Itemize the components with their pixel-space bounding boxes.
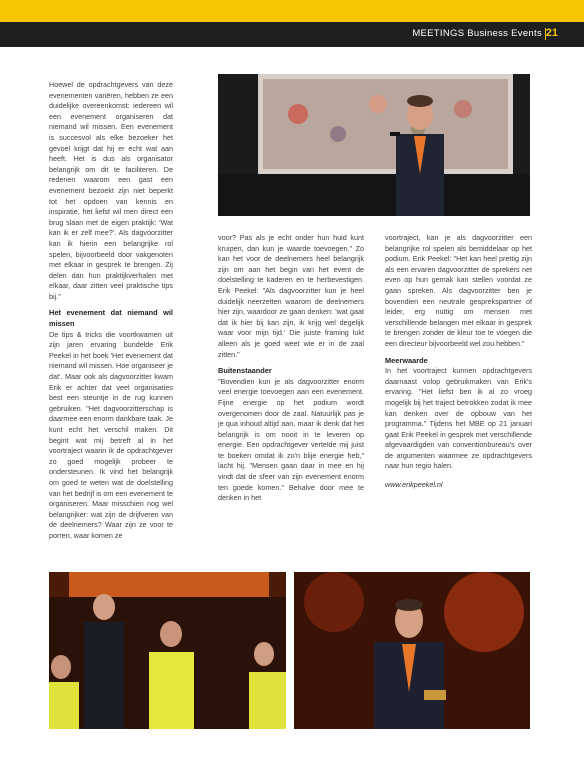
body-paragraph: voortraject, kan je als dagvoorzitter een belangrijke rol spelen als bemiddelaar op het podium. Erik Peekel: "Het kan heel prettig zijn als een ervaren dagvoorzitter de sprekers net even op hun gemak kan stellen voordat ze gaan spreken. Als dagvoorzitter ben je bovendien een neutrale gesprekspartner of leider, erg nuttig om mensen met verschillende belangen met elkaar in gesprek te brengen zonder de kleur toe te voegen die een directeur bijvoorbeeld wel zou hebben." <box>385 233 532 348</box>
page-number: 21 <box>545 27 558 39</box>
speaker-photo <box>218 74 530 216</box>
intro-paragraph: Hoewel de opdrachtgevers van deze evenementen variëren, hebben ze een duidelijke overeenkomst: iedereen wil een evenement organiseren dat niemand wil missen. Een evenement is succesvol als elke bezoeker het gevoel krijgt dat hij er echt wat aan heeft. Het is dus als organisator belangrijk om dit te faciliteren. De redenen waarom een gast een evenement bezoekt zijn niet beperkt tot het opdoen van kennis en inspiratie, het liefst wil men direct een brug slaan met de eigen praktijk: 'Wat kan ik er zelf mee?'. Als dagvoorzitter kan ik hierin een belangrijke rol spelen, bijvoorbeeld door vakgenoten met elkaar in gesprek te brengen. Zij delen dan hun praktijkverhalen met elkaar, daar zitten veel praktische tips bij." <box>49 80 173 301</box>
section-heading: Meerwaarde <box>385 355 428 365</box>
host-photo <box>294 572 530 729</box>
section-heading: Buitenstaander <box>218 366 272 376</box>
article-column-2 <box>218 233 364 504</box>
article-column-3 <box>385 233 532 491</box>
body-paragraph: voor? Pas als je echt onder hun huid kunt kruipen, dan kun je waarde toevoegen." Zo kan het voor de deelnemers heel belangrijk zijn om aan het begin van het event de doelstelling te kaderen en te herbevestigen. Erik Peekel: "Als dagvoorzitter kun je heel duidelijk neerzetten waarom de deelnemers hier zijn, waardoor ze gaan denken: 'wat gaat dat ik hier bij kan zijn, ik krijg wel degelijk waar voor mijn tijd.' Die juiste framing lukt alleen als je goed weet wie er in de zaal zitten." <box>218 233 364 359</box>
body-paragraph: In het voortraject kunnen opdrachtgevers daarnaast volop gebruikmaken van Erik's ervaring. "Het liefst ben ik al zo vroeg mogelijk bij het traject betrokken zodat ik mee kan denken over de opbouw van het programma." Tijdens het MBE op 21 januari gaat Erik Peekel in gesprek met verschillende afgevaardigden van conventionbureau's over de argumenten waarmee ze opdrachtgevers naar hun regio halen. <box>385 366 532 471</box>
section-heading: Het evenement dat niemand wil missen <box>49 308 173 329</box>
event-crowd-photo <box>49 572 286 729</box>
magazine-title: MEETINGS Business Events <box>412 28 542 39</box>
body-paragraph: "Bovendien kun je als dagvoorzitter enorm veel energie toevoegen aan een evenement. Fijne energie op het podium wordt overgenomen door de zaal. Natuurlijk pas je je qua inhoud altijd aan, maar ik denk dat het belangrijk is om nooit in te leveren op energie. Een opdrachtgever vertelde mij juist te boeken omdat ik zo'n blije energie heb," lacht hij. "Mensen gaan daar in mee en hij vindt dat de sfeer van zijn evenement enorm ten goede komen." Behalve door mee te denken in het <box>218 376 364 503</box>
website-link[interactable]: www.erikpeekel.nl <box>385 480 443 490</box>
article-column-1 <box>49 80 173 542</box>
body-paragraph: De tips & tricks die voortkwamen uit zijn jaren ervaring bundelde Erik Peekel in het boek 'Het evenement dat niemand wil missen. Hoe organiseer je dat'. Maar ook als dagvoorzitter kwam Erik er achter dat veel organisaties best een steuntje in de rug kunnen gebruiken. "Het dagvoorzitterschap is daarmee een enorm dankbare taak. Je kunt echt het verschil maken. Dit begint wat mij betreft al in het voortraject waarin ik de opdrachtgever zo goed mogelijk probeer te ondersteunen. Ik vind het belangrijk om goed te weten wat de doelstelling van het bedrijf is om een evenement te organiseren. Maar misschien nog wel belangrijker: wat zijn de drijfveren van de deelnemers? Waar zijn ze voor te porren, waar komen ze <box>49 329 173 540</box>
top-accent-bar <box>0 0 584 22</box>
